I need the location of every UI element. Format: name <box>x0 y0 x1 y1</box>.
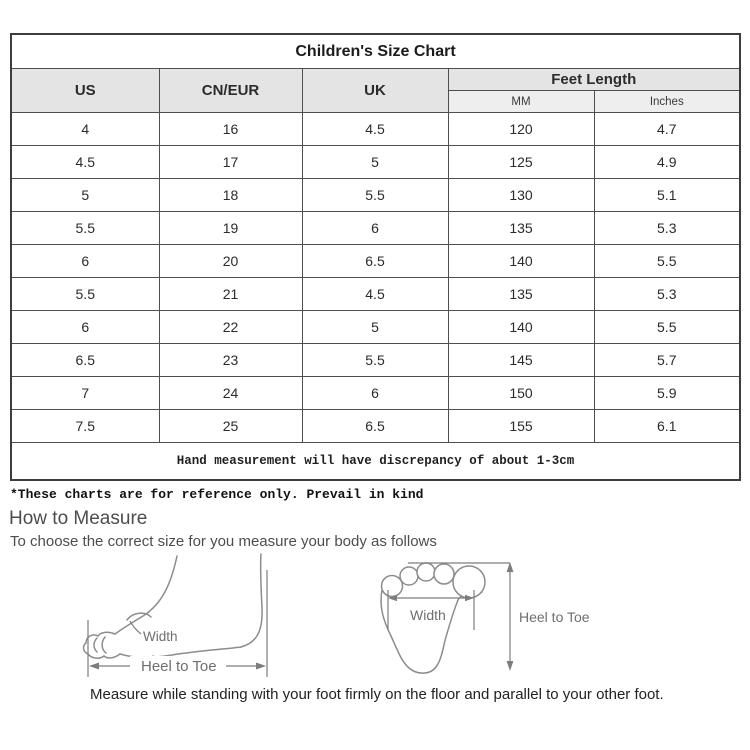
measurement-note: Hand measurement will have discrepancy of about 1-3cm <box>11 443 740 481</box>
size-cell: 5.7 <box>594 344 740 377</box>
size-cell: 125 <box>448 146 594 179</box>
size-row <box>11 278 740 311</box>
size-cell: 20 <box>159 245 302 278</box>
table-title-row <box>11 34 740 69</box>
size-cell: 6 <box>11 245 159 278</box>
size-cell: 18 <box>159 179 302 212</box>
size-cell: 25 <box>159 410 302 443</box>
column-header-cneur: CN/EUR <box>159 69 302 113</box>
size-cell: 135 <box>448 212 594 245</box>
table-header-row <box>11 69 740 91</box>
top-heel-to-toe-label: Heel to Toe <box>519 609 590 625</box>
size-cell: 16 <box>159 113 302 146</box>
size-cell: 19 <box>159 212 302 245</box>
size-cell: 5.3 <box>594 278 740 311</box>
size-cell: 5.5 <box>302 179 448 212</box>
size-cell: 140 <box>448 245 594 278</box>
size-cell: 155 <box>448 410 594 443</box>
size-cell: 4 <box>11 113 159 146</box>
side-heel-to-toe-label: Heel to Toe <box>141 658 217 675</box>
column-header-feet-length: Feet Length <box>448 69 740 91</box>
size-cell: 5.5 <box>11 278 159 311</box>
size-cell: 6.5 <box>302 410 448 443</box>
size-cell: 4.5 <box>302 113 448 146</box>
size-cell: 6 <box>302 377 448 410</box>
size-cell: 130 <box>448 179 594 212</box>
size-cell: 6.1 <box>594 410 740 443</box>
size-cell: 5.5 <box>302 344 448 377</box>
size-row <box>11 344 740 377</box>
size-cell: 5 <box>11 179 159 212</box>
size-cell: 5.1 <box>594 179 740 212</box>
size-cell: 7 <box>11 377 159 410</box>
size-cell: 6.5 <box>302 245 448 278</box>
size-cell: 120 <box>448 113 594 146</box>
size-cell: 4.9 <box>594 146 740 179</box>
size-cell: 5 <box>302 146 448 179</box>
size-cell: 5 <box>302 311 448 344</box>
size-rows <box>11 113 740 443</box>
column-header-mm: MM <box>448 91 594 113</box>
size-cell: 4.5 <box>11 146 159 179</box>
measure-caption: Measure while standing with your foot firmly on the floor and parallel to your other foot. <box>90 686 664 703</box>
reference-disclaimer: *These charts are for reference only. Prevail in kind <box>10 487 424 502</box>
size-cell: 4.5 <box>302 278 448 311</box>
size-cell: 6 <box>11 311 159 344</box>
table-title: Children's Size Chart <box>11 34 740 69</box>
size-cell: 22 <box>159 311 302 344</box>
size-cell: 150 <box>448 377 594 410</box>
size-cell: 135 <box>448 278 594 311</box>
size-cell: 21 <box>159 278 302 311</box>
size-row <box>11 410 740 443</box>
size-cell: 5.5 <box>594 311 740 344</box>
size-row <box>11 113 740 146</box>
top-width-label: Width <box>410 607 446 623</box>
size-cell: 23 <box>159 344 302 377</box>
foot-top-view-diagram <box>378 548 593 685</box>
size-cell: 6 <box>302 212 448 245</box>
size-row <box>11 311 740 344</box>
foot-side-view-diagram <box>75 550 290 682</box>
size-cell: 7.5 <box>11 410 159 443</box>
size-cell: 145 <box>448 344 594 377</box>
how-to-measure-subheading: To choose the correct size for you measure your body as follows <box>10 533 437 550</box>
side-width-label: Width <box>143 629 178 644</box>
size-row <box>11 146 740 179</box>
size-row <box>11 245 740 278</box>
size-cell: 5.5 <box>11 212 159 245</box>
size-cell: 24 <box>159 377 302 410</box>
column-header-uk: UK <box>302 69 448 113</box>
size-row <box>11 212 740 245</box>
size-cell: 5.9 <box>594 377 740 410</box>
size-cell: 5.3 <box>594 212 740 245</box>
size-row <box>11 179 740 212</box>
size-row <box>11 377 740 410</box>
size-cell: 5.5 <box>594 245 740 278</box>
size-cell: 4.7 <box>594 113 740 146</box>
column-header-us: US <box>11 69 159 113</box>
table-note-row <box>11 443 740 481</box>
size-cell: 17 <box>159 146 302 179</box>
size-cell: 140 <box>448 311 594 344</box>
how-to-measure-heading: How to Measure <box>9 508 148 529</box>
column-header-inches: Inches <box>594 91 740 113</box>
size-chart-table <box>10 33 741 481</box>
size-cell: 6.5 <box>11 344 159 377</box>
